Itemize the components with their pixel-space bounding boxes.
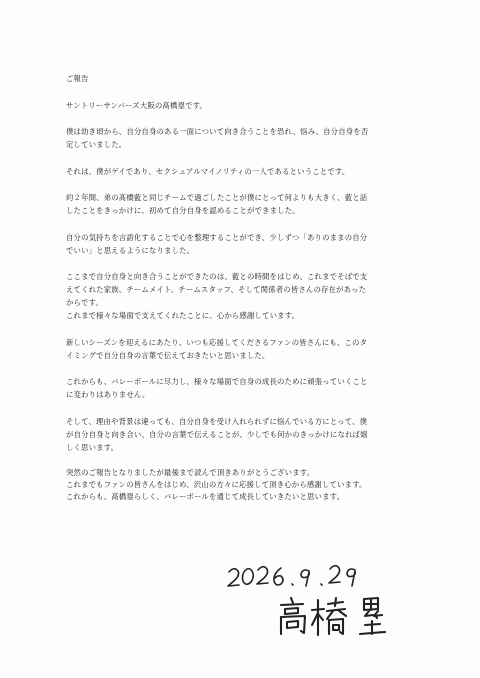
paragraph-acceptance xyxy=(66,231,416,257)
paragraph-intro xyxy=(66,99,416,112)
paragraph-childhood xyxy=(66,125,416,151)
paragraph-closing xyxy=(66,467,416,504)
paragraph-line: したことをきっかけに、初めて自分自身を認めることができました。 xyxy=(66,206,300,215)
paragraph-line: からです。 xyxy=(66,298,104,307)
greeting xyxy=(66,72,416,85)
paragraph-brother xyxy=(66,191,416,217)
paragraph-line: 新しいシーズンを迎えるにあたり、いつも応援してくださるファンの皆さんにも、このタ xyxy=(66,337,368,347)
paragraph-line: イミングで自分自身の言葉で伝えておきたいと思いました。 xyxy=(66,350,270,360)
paragraph-line: が自分自身と向き合い、自分の言葉で伝えることが、少しでも何かのきっかけになれば嬉 xyxy=(66,429,368,439)
paragraph-line: 自分の気持ちを言語化することで心を整理することができ、少しずつ「ありのままの自分 xyxy=(66,232,368,242)
paragraph-line: 定していました。 xyxy=(66,140,127,149)
paragraph-line: に変わりはありません。 xyxy=(66,390,150,399)
paragraph-line: えてくれた家族、チームメイト、チームスタッフ、そして関係者の皆さんの存在があった xyxy=(66,285,367,294)
handwritten-name xyxy=(281,598,385,635)
paragraph-line: これまで様々な場面で支えてくれたことに、心から感謝しています。 xyxy=(66,311,300,320)
paragraph-line: ここまで自分自身と向き合うことができたのは、藍との時間をはじめ、これまでそばで支 xyxy=(66,272,368,281)
paragraph-hope xyxy=(66,415,416,454)
paragraph-volleyball xyxy=(66,375,416,401)
paragraph-fans xyxy=(66,336,416,362)
paragraph-line: そして、理由や背景は違っても、自分自身を受け入れられずに悩んでいる方にとって、僕 xyxy=(66,416,368,426)
paragraph-line: これからも、髙橋塁らしく、バレーボールを通じて成長していきたいと思います。 xyxy=(66,492,345,502)
paragraph-line: 約２年間、弟の髙橋藍と同じチームで過ごしたことが僕にとって何よりも大きく、藍と話 xyxy=(66,193,368,202)
paragraph-line: これまでもファンの皆さんをはじめ、沢山の方々に応援して頂き心から感謝しています。 xyxy=(66,480,367,490)
paragraph-line: これからも、バレーボールに尽力し、様々な場面で自身の成長のために頑張っていくこと xyxy=(66,377,368,386)
letter-body xyxy=(66,72,416,517)
handwritten-date xyxy=(228,566,355,586)
paragraph-line: しく思います。 xyxy=(66,442,119,452)
paragraph-gratitude xyxy=(66,270,416,322)
paragraph-line: サントリーサンバーズ大阪の髙橋塁です。 xyxy=(66,100,208,110)
greeting-text: ご報告 xyxy=(66,74,89,83)
paragraph-disclosure xyxy=(66,165,416,178)
paragraph-line: でいい」と思えるようになりました。 xyxy=(66,245,195,255)
paragraph-line: 突然のご報告となりましたが最後まで読んで頂きありがとうございます。 xyxy=(66,468,315,477)
paragraph-line: それは、僕がゲイであり、セクシュアルマイノリティの一人であるということです。 xyxy=(66,166,350,176)
paragraph-line: 僕は幼き頃から、自分自身のある一面について向き合うことを恐れ、悩み、自分自身を否 xyxy=(66,127,369,136)
